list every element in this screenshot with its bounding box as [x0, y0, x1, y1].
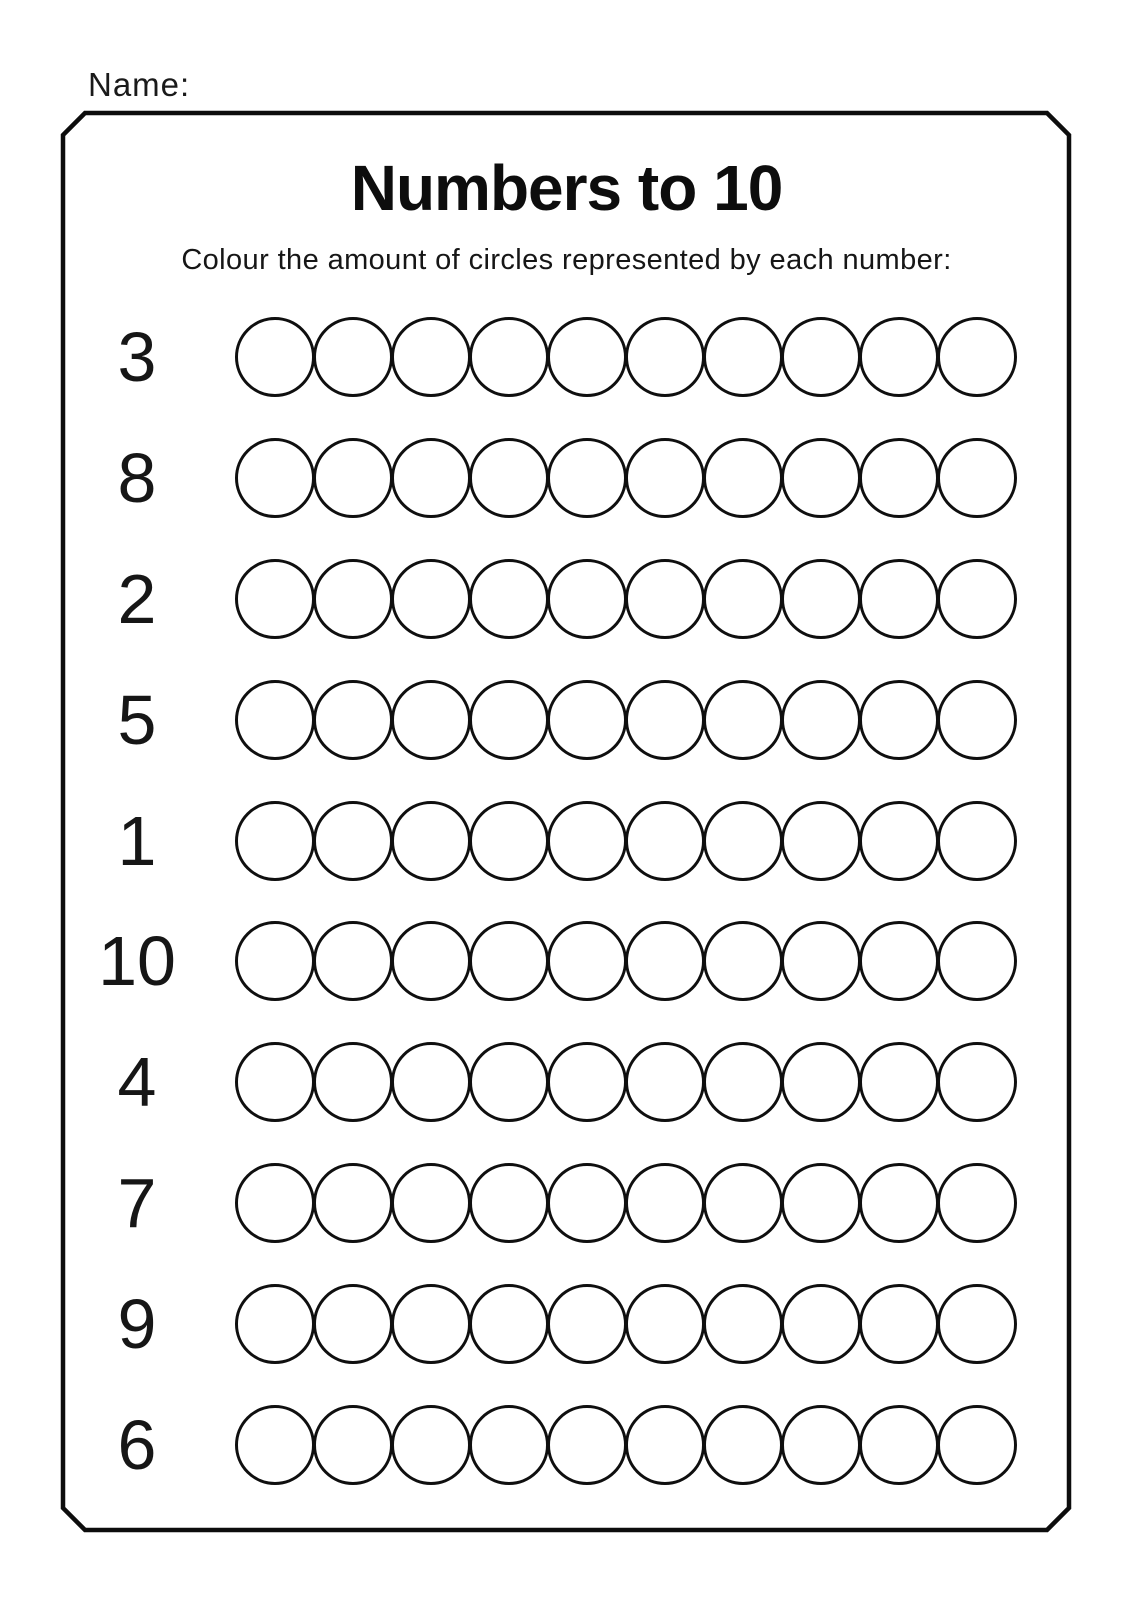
colour-circle[interactable]	[391, 801, 471, 881]
colour-circle[interactable]	[781, 1042, 861, 1122]
colour-circle[interactable]	[937, 1284, 1017, 1364]
colour-circle[interactable]	[703, 559, 783, 639]
colour-circle[interactable]	[703, 921, 783, 1001]
colour-circle[interactable]	[391, 1284, 471, 1364]
colour-circle[interactable]	[781, 1163, 861, 1243]
colour-circle[interactable]	[781, 801, 861, 881]
name-label: Name:	[88, 66, 191, 103]
colour-circle[interactable]	[859, 438, 939, 518]
colour-circle[interactable]	[625, 1163, 705, 1243]
colour-circle[interactable]	[937, 1042, 1017, 1122]
colour-circle[interactable]	[313, 921, 393, 1001]
row-number: 3	[117, 318, 157, 397]
worksheet-row	[63, 1022, 1070, 1143]
colour-circle[interactable]	[235, 921, 315, 1001]
colour-circle[interactable]	[235, 438, 315, 518]
worksheet-row	[63, 780, 1070, 901]
circles-strip	[235, 680, 1017, 760]
colour-circle[interactable]	[703, 438, 783, 518]
colour-circle[interactable]	[625, 921, 705, 1001]
colour-circle[interactable]	[781, 1284, 861, 1364]
colour-circle[interactable]	[625, 317, 705, 397]
colour-circle[interactable]	[313, 680, 393, 760]
colour-circle[interactable]	[469, 801, 549, 881]
colour-circle[interactable]	[391, 1163, 471, 1243]
colour-circle[interactable]	[859, 1042, 939, 1122]
worksheet-row	[63, 418, 1070, 539]
colour-circle[interactable]	[937, 1405, 1017, 1485]
circles-strip	[235, 801, 1017, 881]
colour-circle[interactable]	[313, 801, 393, 881]
colour-circle[interactable]	[781, 680, 861, 760]
colour-circle[interactable]	[469, 680, 549, 760]
colour-circle[interactable]	[859, 1284, 939, 1364]
colour-circle[interactable]	[391, 559, 471, 639]
colour-circle[interactable]	[937, 317, 1017, 397]
colour-circle[interactable]	[547, 1163, 627, 1243]
rows	[63, 297, 1070, 1505]
row-number: 5	[117, 680, 157, 759]
colour-circle[interactable]	[235, 680, 315, 760]
row-number: 9	[117, 1284, 157, 1363]
worksheet-row	[63, 659, 1070, 780]
colour-circle[interactable]	[625, 438, 705, 518]
colour-circle[interactable]	[547, 801, 627, 881]
colour-circle[interactable]	[937, 921, 1017, 1001]
colour-circle[interactable]	[235, 559, 315, 639]
colour-circle[interactable]	[547, 1042, 627, 1122]
colour-circle[interactable]	[469, 1284, 549, 1364]
colour-circle[interactable]	[313, 1284, 393, 1364]
colour-circle[interactable]	[391, 438, 471, 518]
worksheet-row	[63, 901, 1070, 1022]
colour-circle[interactable]	[469, 438, 549, 518]
colour-circle[interactable]	[313, 438, 393, 518]
colour-circle[interactable]	[703, 317, 783, 397]
colour-circle[interactable]	[313, 317, 393, 397]
colour-circle[interactable]	[625, 680, 705, 760]
colour-circle[interactable]	[937, 801, 1017, 881]
colour-circle[interactable]	[469, 317, 549, 397]
colour-circle[interactable]	[469, 921, 549, 1001]
colour-circle[interactable]	[547, 559, 627, 639]
instructions-text: Colour the amount of circles represented by each number:	[181, 244, 952, 276]
colour-circle[interactable]	[937, 559, 1017, 639]
row-number: 4	[117, 1043, 157, 1122]
colour-circle[interactable]	[625, 1284, 705, 1364]
page-title: Numbers to 10	[350, 152, 783, 224]
colour-circle[interactable]	[235, 1042, 315, 1122]
colour-circle[interactable]	[313, 1042, 393, 1122]
colour-circle[interactable]	[625, 1042, 705, 1122]
colour-circle[interactable]	[703, 801, 783, 881]
row-number: 1	[117, 801, 157, 880]
colour-circle[interactable]	[547, 921, 627, 1001]
colour-circle[interactable]	[469, 1405, 549, 1485]
colour-circle[interactable]	[547, 680, 627, 760]
colour-circle[interactable]	[391, 680, 471, 760]
colour-circle[interactable]	[937, 438, 1017, 518]
row-number: 10	[98, 922, 176, 1001]
colour-circle[interactable]	[235, 317, 315, 397]
worksheet-row	[63, 1143, 1070, 1264]
worksheet-row	[63, 1263, 1070, 1384]
colour-circle[interactable]	[859, 921, 939, 1001]
circles-strip	[235, 1163, 1017, 1243]
colour-circle[interactable]	[781, 317, 861, 397]
colour-circle[interactable]	[859, 801, 939, 881]
colour-circle[interactable]	[937, 680, 1017, 760]
circles-strip	[235, 1405, 1017, 1485]
colour-circle[interactable]	[859, 317, 939, 397]
row-number: 6	[117, 1405, 157, 1484]
row-number: 7	[117, 1163, 157, 1242]
colour-circle[interactable]	[235, 1163, 315, 1243]
colour-circle[interactable]	[235, 1405, 315, 1485]
colour-circle[interactable]	[781, 559, 861, 639]
colour-circle[interactable]	[703, 1042, 783, 1122]
colour-circle[interactable]	[859, 680, 939, 760]
colour-circle[interactable]	[391, 1042, 471, 1122]
colour-circle[interactable]	[625, 1405, 705, 1485]
colour-circle[interactable]	[937, 1163, 1017, 1243]
circles-strip	[235, 438, 1017, 518]
circles-strip	[235, 1284, 1017, 1364]
colour-circle[interactable]	[469, 1042, 549, 1122]
worksheet-sheet	[63, 113, 1070, 1530]
circles-strip	[235, 559, 1017, 639]
colour-circle[interactable]	[235, 801, 315, 881]
colour-circle[interactable]	[235, 1284, 315, 1364]
colour-circle[interactable]	[703, 1284, 783, 1364]
colour-circle[interactable]	[625, 559, 705, 639]
row-number: 8	[117, 439, 157, 518]
worksheet-row	[63, 297, 1070, 418]
colour-circle[interactable]	[391, 921, 471, 1001]
colour-circle[interactable]	[703, 680, 783, 760]
colour-circle[interactable]	[469, 1163, 549, 1243]
worksheet-row	[63, 1384, 1070, 1505]
colour-circle[interactable]	[547, 317, 627, 397]
circles-strip	[235, 1042, 1017, 1122]
colour-circle[interactable]	[859, 559, 939, 639]
colour-circle[interactable]	[781, 438, 861, 518]
colour-circle[interactable]	[391, 1405, 471, 1485]
colour-circle[interactable]	[781, 921, 861, 1001]
worksheet-row	[63, 539, 1070, 660]
colour-circle[interactable]	[313, 1163, 393, 1243]
colour-circle[interactable]	[859, 1405, 939, 1485]
colour-circle[interactable]	[469, 559, 549, 639]
colour-circle[interactable]	[781, 1405, 861, 1485]
colour-circle[interactable]	[547, 1284, 627, 1364]
circles-strip	[235, 921, 1017, 1001]
row-number: 2	[117, 559, 157, 638]
colour-circle[interactable]	[547, 438, 627, 518]
circles-strip	[235, 317, 1017, 397]
colour-circle[interactable]	[547, 1405, 627, 1485]
colour-circle[interactable]	[703, 1405, 783, 1485]
colour-circle[interactable]	[703, 1163, 783, 1243]
colour-circle[interactable]	[859, 1163, 939, 1243]
colour-circle[interactable]	[313, 559, 393, 639]
colour-circle[interactable]	[391, 317, 471, 397]
colour-circle[interactable]	[625, 801, 705, 881]
colour-circle[interactable]	[313, 1405, 393, 1485]
